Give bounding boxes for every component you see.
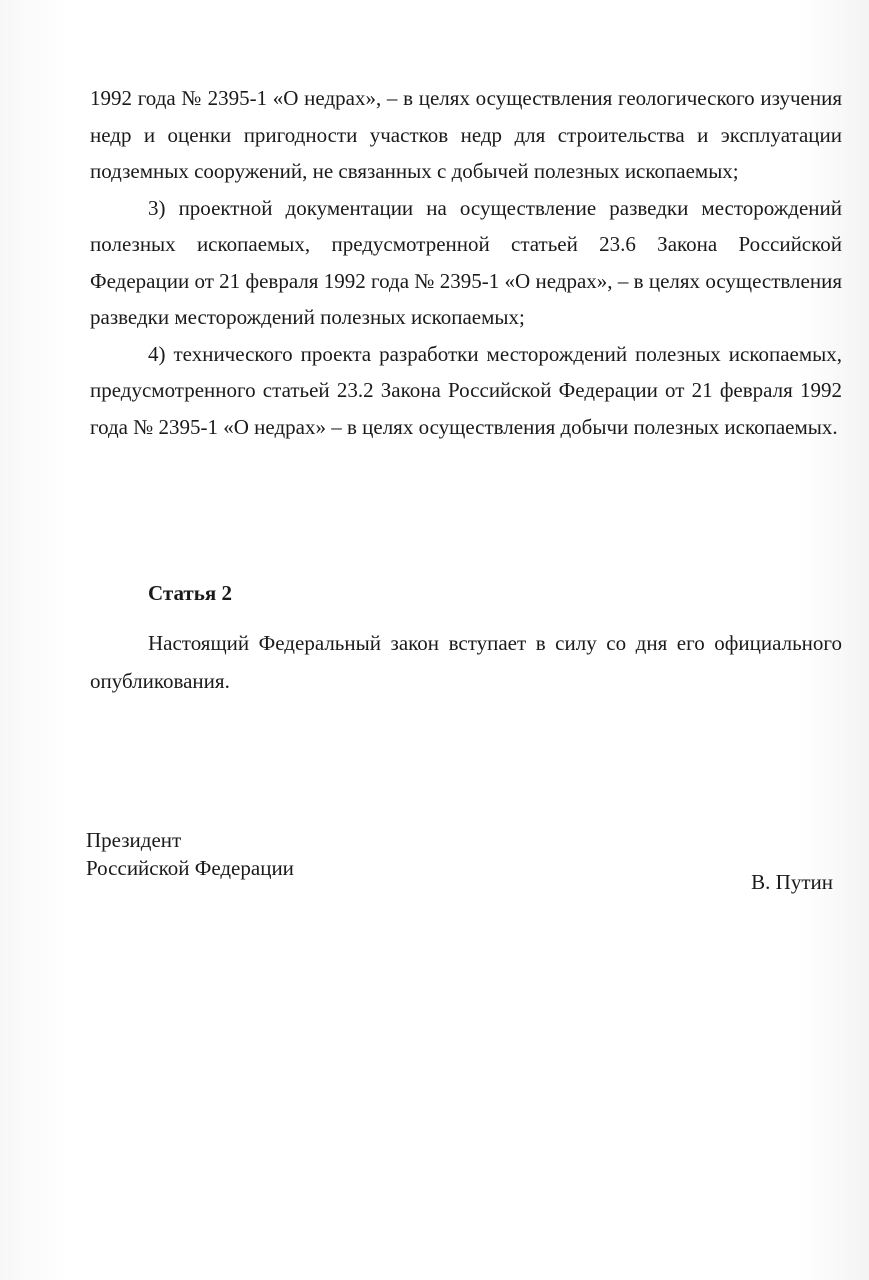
signer-name: В. Путин: [751, 870, 833, 894]
signer-title: [86, 826, 294, 882]
paragraph-item-4: 4) технического проекта разработки месторождений полезных ископаемых, предусмотренного статьей 23.2 Закона Российской Федерации от 21 февраля 1992 года № 2395-1 «О недрах» – в целях осуществления добычи полезных ископаемых.: [90, 341, 842, 439]
signer-title-line2: Российской Федерации: [86, 856, 294, 880]
article-text: Настоящий Федеральный закон вступает в силу со дня его официального опубликования.: [90, 631, 842, 693]
paragraph-continuation: 1992 года № 2395-1 «О недрах», – в целях осуществления геологического изучения недр и оценки пригодности участков недр для строительства и эксплуатации подземных сооружений, не связанных с добычей полезных ископаемых;: [90, 86, 842, 183]
law-text-body: [90, 80, 842, 445]
signer-title-line1: Президент: [86, 828, 182, 852]
article-heading: Статья 2: [148, 581, 232, 605]
paragraph-item-3: 3) проектной документации на осуществление разведки месторождений полезных ископаемых, предусмотренной статьей 23.6 Закона Российской Федерации от 21 февраля 1992 года № 2395-1 «О недрах», – в целях осуществления разведки месторождений полезных ископаемых;: [90, 195, 842, 329]
